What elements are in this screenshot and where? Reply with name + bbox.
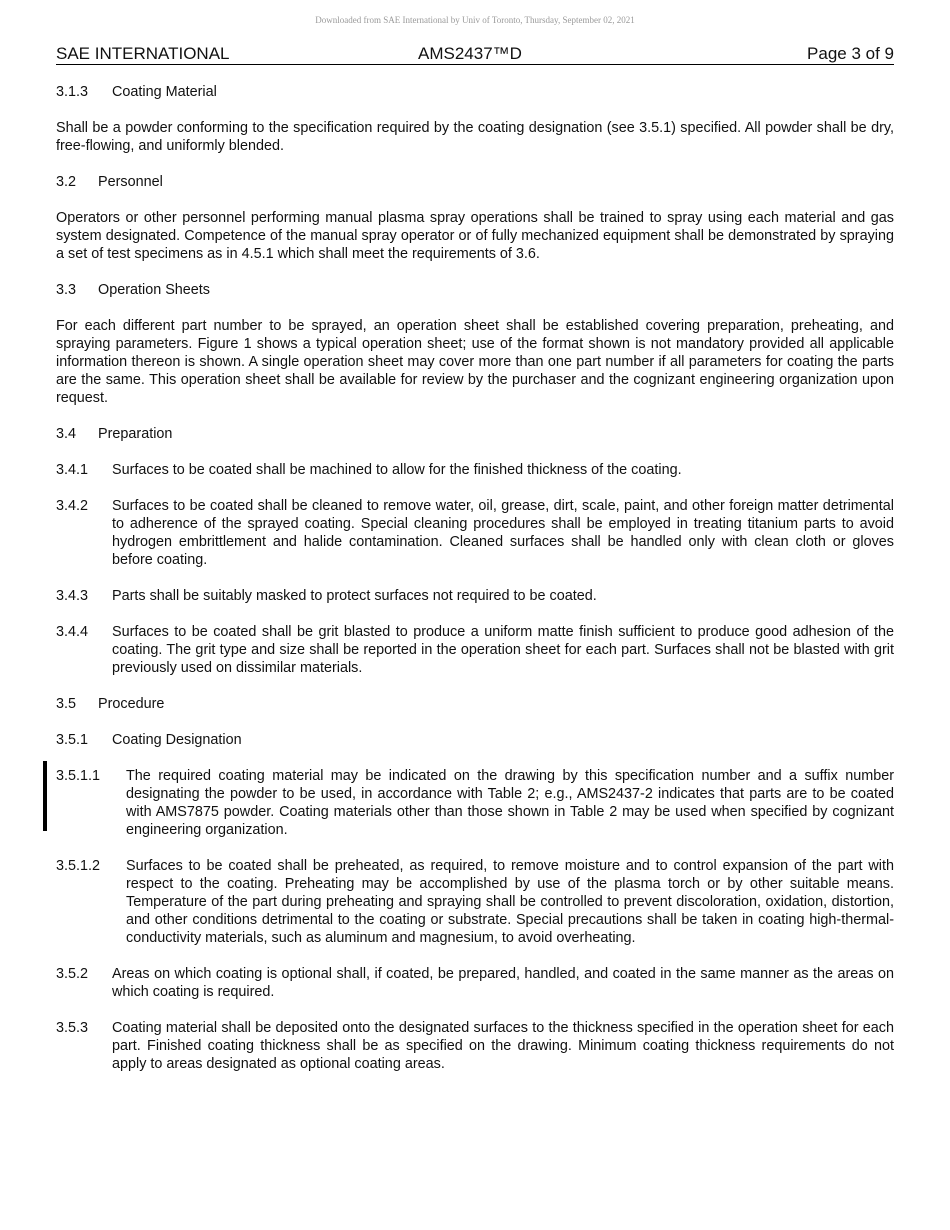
clause-text: Surfaces to be coated shall be preheated, as required, to remove moisture and to control expansion of the part with respect to the coating. Preheating may be accomplished by use of the plasma torch or by other suitable means. Temperature of the part during preheating and spraying shall be controlled to prevent discoloration, oxidation, distortion, and other conditions detrimental to the coating or substrate. Special precautions shall be taken in coating high-thermal-conductivity materials, such as aluminum and magnesium, to avoid overheating. <box>126 858 894 946</box>
section-heading-3-5-1 <box>56 731 894 749</box>
section-heading-3-4 <box>56 425 894 443</box>
header-organization: SAE INTERNATIONAL <box>56 44 230 63</box>
clause-text: Areas on which coating is optional shall, if coated, be prepared, handled, and coated in the same manner as the areas on which coating is required. <box>112 966 894 1000</box>
clause-text: Parts shall be suitably masked to protect surfaces not required to be coated. <box>112 588 597 604</box>
section-number: 3.5 <box>56 696 77 712</box>
clause-text: Coating material shall be deposited onto the designated surfaces to the thickness specified in the operation sheet for each part. Finished coating thickness shall be as specified on the drawing. Minimum coating thickness requirements do not apply to areas designated as optional coating areas. <box>112 1020 894 1072</box>
clause-3-5-1-1 <box>56 767 894 839</box>
section-heading-3-5 <box>56 695 894 713</box>
clause-number: 3.4.4 <box>56 624 89 640</box>
clause-number: 3.4.2 <box>56 498 89 514</box>
clause-text: The required coating material may be indicated on the drawing by this specification number and a suffix number designating the powder to be used, in accordance with Table 2; e.g., AMS2437-2 indicates that parts are to be coated with AMS7875 powder. Coating materials other than those shown in Table 2 may be used when specified by cognizant engineering organization. <box>126 768 894 838</box>
section-heading-3-1-3 <box>56 83 894 101</box>
section-number: 3.4 <box>56 426 77 442</box>
clause-3-4-1 <box>56 461 894 479</box>
section-number: 3.5.1 <box>56 732 89 748</box>
document-body <box>56 83 894 1091</box>
section-title: Personnel <box>98 174 163 190</box>
section-heading-3-2 <box>56 173 894 191</box>
header-page-number: Page 3 of 9 <box>807 44 894 63</box>
section-number: 3.2 <box>56 174 77 190</box>
clause-number: 3.5.2 <box>56 966 89 982</box>
clause-3-5-2 <box>56 965 894 1001</box>
section-paragraph-3-3: For each different part number to be sprayed, an operation sheet shall be established covering preparation, preheating, and spraying parameters. Figure 1 shows a typical operation sheet; use of the format shown is not mandatory provided all applicable information thereon is shown. A single operation sheet may cover more than one part number if all parameters for coating the parts are the same. This operation sheet shall be available for review by the purchaser and the cognizant engineering organization upon request. <box>56 318 894 406</box>
clause-text: Surfaces to be coated shall be grit blasted to produce a uniform matte finish sufficient to produce good adhesion of the coating. The grit type and size shall be reported in the operation sheet for each part. Surfaces shall not be blasted with grit previously used on dissimilar materials. <box>112 624 894 676</box>
clause-text: Surfaces to be coated shall be machined to allow for the finished thickness of the coating. <box>112 462 682 478</box>
clause-3-4-4 <box>56 623 894 677</box>
section-number: 3.3 <box>56 282 77 298</box>
download-watermark: Downloaded from SAE International by Univ of Toronto, Thursday, September 02, 2021 <box>315 15 635 25</box>
section-title: Preparation <box>98 426 173 442</box>
clause-number: 3.4.3 <box>56 588 89 604</box>
clause-number: 3.5.1.1 <box>56 768 101 784</box>
clause-3-5-1-2 <box>56 857 894 947</box>
section-paragraph-3-2: Operators or other personnel performing manual plasma spray operations shall be trained to spray using each material and gas system designated. Competence of the manual spray operator or of fully mechanized equipment shall be demonstrated by spraying a set of test specimens as in 4.5.1 which shall meet the requirements of 3.6. <box>56 210 894 262</box>
section-title: Coating Material <box>112 84 217 100</box>
clause-3-5-3 <box>56 1019 894 1073</box>
clause-number: 3.5.1.2 <box>56 858 101 874</box>
clause-3-4-3 <box>56 587 894 605</box>
section-heading-3-3 <box>56 281 894 299</box>
clause-number: 3.5.3 <box>56 1020 89 1036</box>
section-paragraph-3-1-3: Shall be a powder conforming to the specification required by the coating designation (see 3.5.1) specified. All powder shall be dry, free-flowing, and uniformly blended. <box>56 120 894 154</box>
clause-3-4-2 <box>56 497 894 569</box>
header-document-id: AMS2437™D <box>418 44 522 63</box>
section-title: Operation Sheets <box>98 282 210 298</box>
section-title: Coating Designation <box>112 732 242 748</box>
section-number: 3.1.3 <box>56 84 89 100</box>
clause-text: Surfaces to be coated shall be cleaned to remove water, oil, grease, dirt, scale, paint, and other foreign matter detrimental to adherence of the sprayed coating. Special cleaning procedures shall be employed in treating titanium parts to avoid hydrogen embrittlement and halide contamination. Cleaned surfaces shall be handled only with clean cloth or gloves before coating. <box>112 498 894 568</box>
section-title: Procedure <box>98 696 165 712</box>
clause-number: 3.4.1 <box>56 462 89 478</box>
revision-change-bar <box>43 761 47 831</box>
page-header <box>56 44 894 65</box>
